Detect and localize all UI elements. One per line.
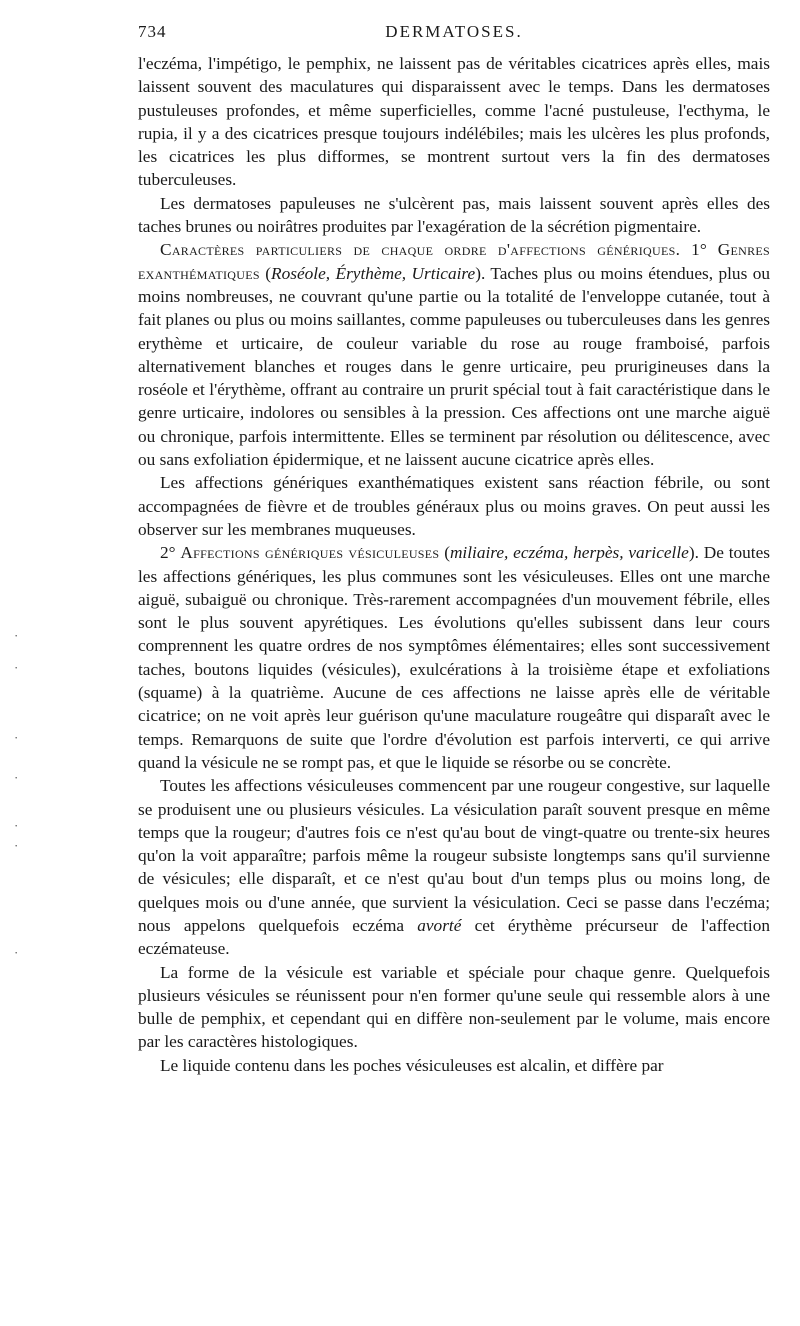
paragraph [138,961,770,1054]
margin-mark: · [14,660,19,675]
text-run: ). Taches plus ou moins étendues, plus ou moins nombreuses, ne couvrant qu'une partie ou la totalité de l'enveloppe cutanée, tout à fait planes ou plus ou moins saillantes, comme papuleuses ou tuberculeuses dans les genres erythème et urticaire, de couleur variable du rose au rouge framboisé, parfois alternativement blanches et rouges dans le genre urticaire, peu prurigineuses dans la roséole et l'érythème, offrant au contraire un prurit spécial tout à fait caractéristique dans le genre urticaire, indolores ou sensibles à la pression. Ces affections ont une marche aiguë ou chronique, parfois intermittente. Elles se terminent par résolution ou délitescence, avec ou sans exfoliation épidermique, et ne laissent aucune cicatrice après elles. [138,263,771,470]
margin-mark: · [14,730,19,745]
body-text [138,52,770,1077]
paragraph [138,238,770,471]
text-run: La forme de la vésicule est variable et spéciale pour chaque genre. Quelquefois plusieurs vésicules se réunissent pour n'en former qu'une seule qui ressemble alors à une bulle de pemphix, et cependant qui en diffère non-seulement par le volume, mais encore par les caractères histologiques. [138,962,770,1052]
paragraph [138,1054,770,1077]
text-run: ( [259,263,272,283]
paragraph [138,471,770,541]
paragraph [138,52,770,192]
margin-marks [14,0,44,1326]
text-run: Genres exanthématiques [138,240,770,283]
text-run: 1° [680,240,718,260]
text-run: Affections génériques vésiculeuses [180,543,440,563]
text-run: Les affections génériques exanthématiques existent sans réaction fébrile, ou sont accompagnées de fièvre et de troubles généraux plus ou moins graves. On peut aussi les observer sur les membranes muqueuses. [138,473,770,539]
paragraph [138,774,770,960]
text-run: ). De toutes les affections génériques, les plus communes sont les vésiculeuses. Elles ont une marche aiguë, subaiguë ou chronique. Très-rarement accompagnées d'un mouvement fébrile, elles sont le plus souvent apyrétiques. Les évolutions qu'elles subissent dans leur cours comprennent les quatre ordres de nos symptômes élémentaires; elles sont successivement taches, boutons liquides (vésicules), exulcérations à la troisième étape et exfoliations (squame) à la quatrième. Aucune de ces affections ne laisse après elle de véritable cicatrice; on ne voit après leur guérison qu'une maculature rougeâtre qui disparaît avec le temps. Remarquons de suite que l'ordre d'évolution est parfois interverti, ce qui arrive quand la vésicule ne se rompt pas, et que le liquide se résorbe ou se concrète. [138,543,770,772]
text-run: ( [439,543,450,563]
text-run: avorté [417,915,462,935]
paragraph [138,192,770,239]
text-run: Roséole, Érythème, Urticaire [271,263,476,283]
page-number: 734 [138,22,167,41]
text-run: Caractères particuliers de chaque ordre d'affections génériques. [160,240,681,260]
margin-mark: · [14,838,19,853]
text-run: Les dermatoses papuleuses ne s'ulcèrent pas, mais laissent souvent après elles des taches brunes ou noirâtres produites par l'exagération de la sécrétion pigmentaire. [138,193,770,237]
text-run: miliaire, eczéma, herpès, varicelle [449,543,689,563]
text-run: Toutes les affections vésiculeuses commencent par une rougeur congestive, sur laquelle se produisent une ou plusieurs vésicules. La vésiculation paraît souvent presque en même temps que la rougeur; d'autres fois ce n'est qu'au bout de vingt-quatre ou trente-six heures qu'on la voit apparaître; parfois même la rougeur subsiste longtemps sans qu'il survienne de vésicules; elle disparaît, et ce n'est qu'au bout d'un temps plus ou moins long, de quelques mois ou d'une année, que survient la vésiculation. Ceci se passe dans l'eczéma; nous appelons quelquefois eczéma [138,776,770,935]
page-header [138,22,770,46]
text-run: 2° [160,543,181,563]
margin-mark: · [14,818,19,833]
margin-mark: · [14,945,19,960]
margin-mark: · [14,770,19,785]
running-title: DERMATOSES. [385,22,523,41]
paragraph [138,541,770,774]
text-run: Le liquide contenu dans les poches vésiculeuses est alcalin, et diffère par [160,1055,664,1075]
text-run: l'eczéma, l'impétigo, le pemphix, ne laissent pas de véritables cicatrices après elles, mais laissent souvent des maculatures qui disparaissent avec le temps. Dans les dermatoses pustuleuses profondes, et même superficielles, comme l'acné pustuleuse, l'ecthyma, le rupia, il y a des cicatrices presque toujours indélébiles; mais les ulcères les plus profonds, les cicatrices les plus difformes, se montrent surtout vers la fin des dermatoses tuberculeuses. [138,54,770,190]
text-run: cet érythème précurseur de l'affection eczémateuse. [138,915,771,959]
margin-mark: · [14,628,19,643]
